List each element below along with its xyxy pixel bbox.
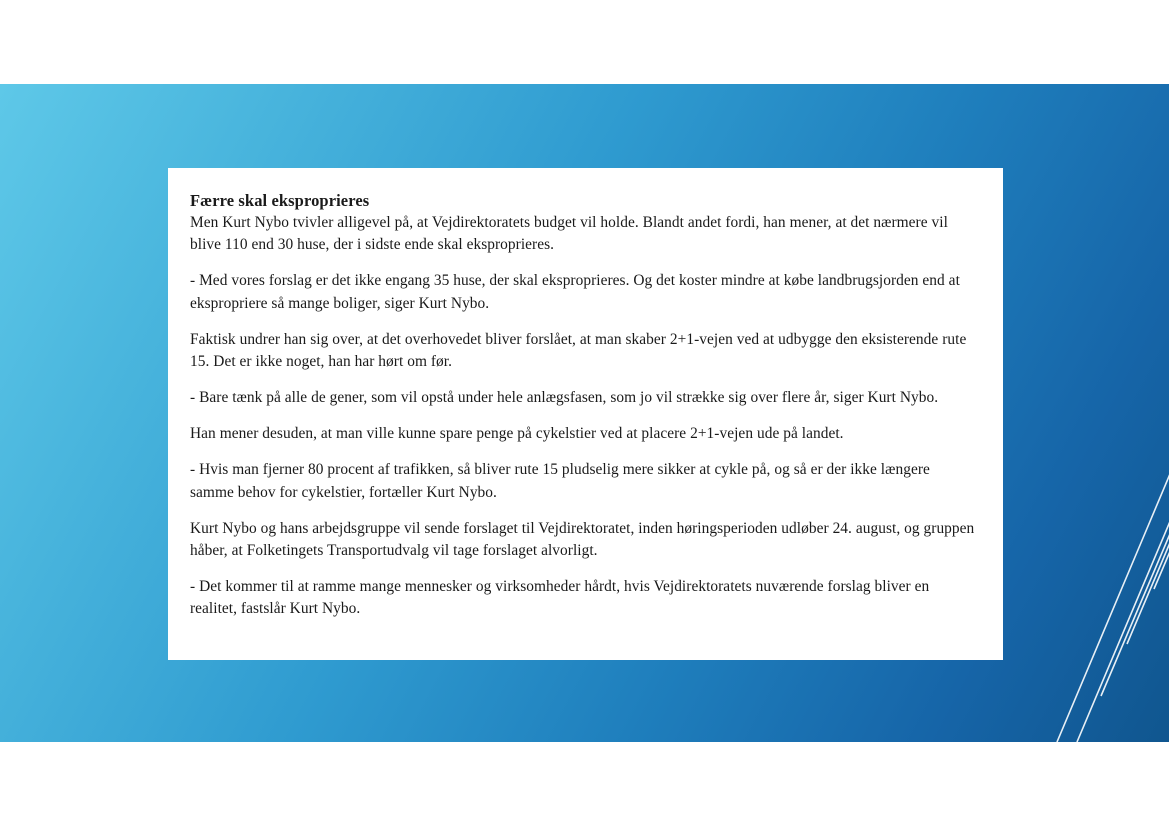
paragraph: - Bare tænk på alle de gener, som vil opstå under hele anlægsfasen, som jo vil strække sig over flere år, siger Kurt Nybo. — [190, 389, 939, 407]
paragraph: Men Kurt Nybo tvivler alligevel på, at Vejdirektoratets budget vil holde. Blandt andet fordi, han mener, at det nærmere vil blive 110 end 30 huse, der i sidste ende skal eksproprieres. — [190, 214, 948, 254]
paragraph: - Med vores forslag er det ikke engang 35 huse, der skal eksproprieres. Og det koster mindre at købe landbrugsjorden end at ekspropriere så mange boliger, siger Kurt Nybo. — [190, 272, 960, 312]
slide-canvas — [0, 84, 1169, 742]
paragraph: - Det kommer til at ramme mange mennesker og virksomheder hårdt, hvis Vejdirektoratets nuværende forslag bliver en realitet, fastslår Kurt Nybo. — [190, 578, 930, 618]
paragraph: Kurt Nybo og hans arbejdsgruppe vil sende forslaget til Vejdirektoratet, inden høringsperioden udløber 24. august, og gruppen håber, at Folketingets Transportudvalg vil tage forslaget alvorligt. — [190, 519, 975, 559]
paragraph: - Hvis man fjerner 80 procent af trafikken, så bliver rute 15 pludselig mere sikker at cykle på, og så er der ikke længere samme behov for cykelstier, fortæller Kurt Nybo. — [190, 461, 930, 501]
paragraph: Faktisk undrer han sig over, at det overhovedet bliver forslået, at man skaber 2+1-vejen ved at udbygge den eksisterende rute 15. Det er ikke noget, han har hørt om før. — [190, 330, 967, 370]
content-card — [168, 168, 1003, 660]
card-title: Færre skal eksproprieres — [190, 191, 370, 210]
paragraph: Han mener desuden, at man ville kunne spare penge på cykelstier ved at placere 2+1-vejen ude på landet. — [190, 425, 844, 443]
